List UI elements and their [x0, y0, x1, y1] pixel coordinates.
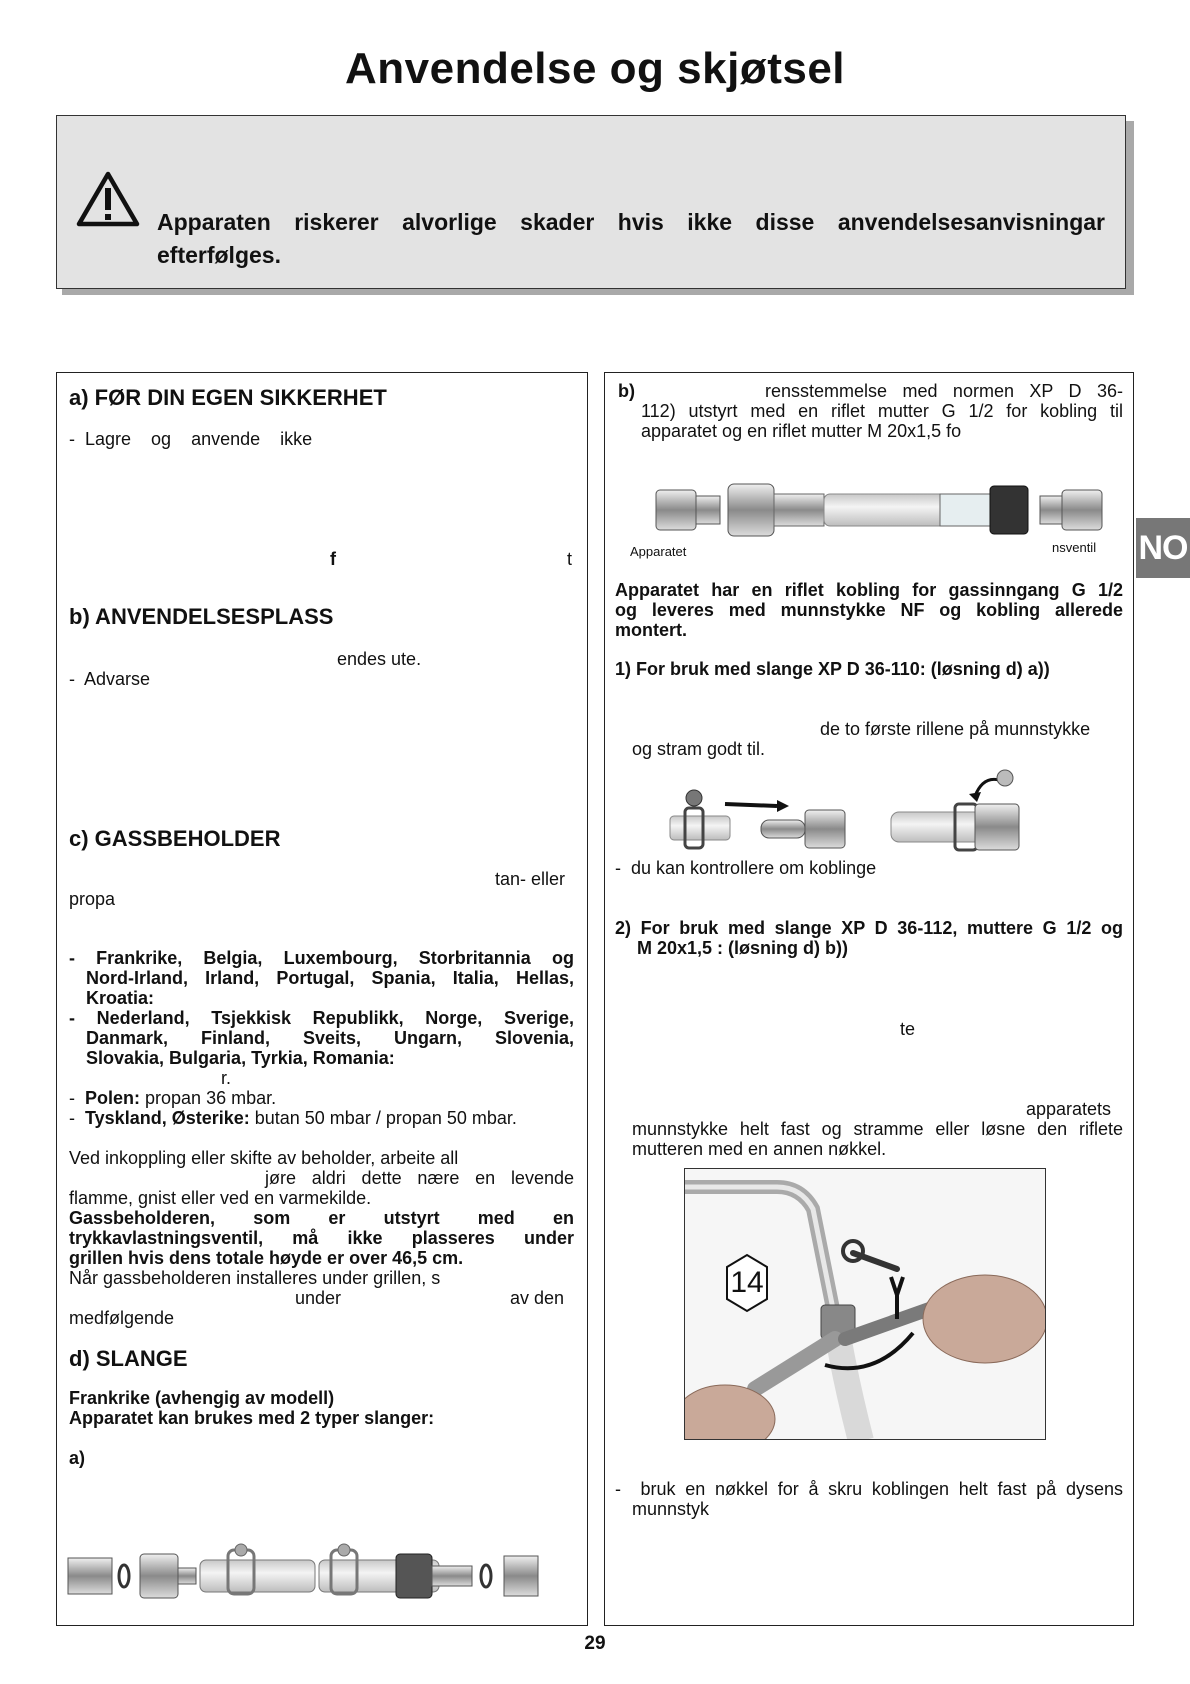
- hose-parts-illustration: [66, 1540, 576, 1610]
- section-b-fragment: endes ute.: [337, 649, 422, 669]
- section-d-label: a): [69, 1448, 86, 1468]
- section-c-paragraph: medfølgende: [69, 1308, 175, 1328]
- section-d-text: Apparatet kan brukes med 2 typer slanger:: [69, 1408, 435, 1428]
- polen-value: propan 36 mbar.: [140, 1088, 277, 1108]
- wrench-photo-drawing: [685, 1169, 1046, 1440]
- section-c-paragraph: Når gassbeholderen installeres under grillen, s: [69, 1268, 441, 1288]
- tyskland-label: Tyskland, Østerike:: [85, 1108, 250, 1128]
- country-list-2: Slovakia, Bulgaria, Tyrkia, Romania:: [86, 1048, 395, 1068]
- section-c-fragment: under: [295, 1288, 342, 1308]
- section-b-heading: b) ANVENDELSESPLASS: [69, 604, 334, 629]
- section-a-fragment: t: [567, 549, 573, 569]
- section-c-heading: c) GASSBEHOLDER: [69, 826, 281, 851]
- wrench-photo: [684, 1168, 1046, 1440]
- step-1-check: - du kan kontrollere om koblinge: [615, 858, 877, 878]
- warning-text: Apparaten riskerer alvorlige skader hvis ikke disse anvendelsesanvisningar efterfølges.: [157, 209, 1105, 268]
- last-step-text: - bruk en nøkkel for å skru koblingen helt fast på dysens: [615, 1479, 1123, 1499]
- page-number: 29: [584, 1633, 606, 1654]
- step-2-heading: 2) For bruk med slange XP D 36-112, muttere G 1/2 og: [615, 918, 1123, 938]
- right-b-text: 112) utstyrt med en riflet mutter G 1/2 for kobling til: [641, 401, 1123, 421]
- step-2-fragment: te: [900, 1019, 916, 1039]
- right-paragraph: og leveres med munnstykke NF og kobling allerede: [615, 600, 1123, 620]
- last-step-text: munnstyk: [632, 1499, 710, 1519]
- section-c-fragment: propa: [69, 889, 116, 909]
- clamp-nozzle-illustration: [665, 768, 1085, 858]
- country-tyskland: - Tyskland, Østerike: butan 50 mbar / propan 50 mbar.: [69, 1108, 517, 1128]
- right-paragraph: montert.: [615, 620, 687, 640]
- language-tab: NO: [1136, 518, 1190, 578]
- country-list-2: - Nederland, Tsjekkisk Republikk, Norge, Sverige,: [69, 1008, 574, 1028]
- country-list-fragment: r.: [221, 1068, 232, 1088]
- right-paragraph: Apparatet har en riflet kobling for gassinngang G 1/2: [615, 580, 1123, 600]
- section-c-warning: grillen hvis dens totale høyde er over 46,5 cm.: [69, 1248, 464, 1268]
- section-d-text: Frankrike (avhengig av modell): [69, 1388, 335, 1408]
- hose-with-nuts-illustration: [650, 480, 1115, 542]
- step-1-heading: 1) For bruk med slange XP D 36-110: (løsning d) a)): [615, 659, 1050, 679]
- section-a-heading: a) FØR DIN EGEN SIKKERHET: [69, 385, 387, 410]
- warning-triangle-icon: [76, 170, 140, 228]
- section-b-label: b): [618, 381, 635, 401]
- section-c-paragraph: jøre aldri dette nære en levende: [265, 1168, 574, 1188]
- step-2-heading: M 20x1,5 : (løsning d) b)): [637, 938, 849, 958]
- right-b-text: rensstemmelse med normen XP D 36-: [765, 381, 1123, 401]
- figure-label-apparatet: Apparatet: [630, 544, 687, 559]
- step-1-text: de to første rillene på munnstykke: [820, 719, 1091, 739]
- country-list-1: Nord-Irland, Irland, Portugal, Spania, Italia, Hellas,: [86, 968, 574, 988]
- right-b-text: apparatet og en riflet mutter M 20x1,5 fo: [641, 421, 962, 441]
- figure-label-ventil: nsventil: [1052, 540, 1097, 555]
- country-polen: - Polen: propan 36 mbar.: [69, 1088, 277, 1108]
- section-c-warning: trykkavlastningsventil, må ikke plasseres under: [69, 1228, 574, 1248]
- step-2-text: mutteren med en annen nøkkel.: [632, 1139, 887, 1159]
- section-c-fragment: tan- eller: [495, 869, 566, 889]
- section-a-text: - Lagre og anvende ikke: [69, 429, 313, 449]
- country-list-1: - Frankrike, Belgia, Luxembourg, Storbritannia og: [69, 948, 574, 968]
- section-b-text: - Advarse: [69, 669, 151, 689]
- tyskland-value: butan 50 mbar / propan 50 mbar.: [249, 1108, 517, 1128]
- section-d-heading: d) SLANGE: [69, 1346, 188, 1371]
- country-list-1: Kroatia:: [86, 988, 155, 1008]
- page-title: Anvendelse og skjøtsel: [344, 44, 846, 93]
- section-a-fragment: f: [330, 549, 336, 569]
- country-list-2: Danmark, Finland, Sveits, Ungarn, Slovenia,: [86, 1028, 574, 1048]
- step-2-text: munnstykke helt fast og stramme eller løsne den riflete: [632, 1119, 1123, 1139]
- section-c-paragraph: flamme, gnist eller ved en varmekilde.: [69, 1188, 372, 1208]
- polen-label: Polen:: [85, 1088, 141, 1108]
- section-c-fragment: av den: [510, 1288, 565, 1308]
- section-c-paragraph: Ved inkoppling eller skifte av beholder, arbeite all: [69, 1148, 459, 1168]
- step-1-text: og stram godt til.: [632, 739, 766, 759]
- section-c-warning: Gassbeholderen, som er utstyrt med en: [69, 1208, 574, 1228]
- step-2-fragment: apparatets: [1026, 1099, 1112, 1119]
- photo-number-label: 14: [730, 1266, 764, 1299]
